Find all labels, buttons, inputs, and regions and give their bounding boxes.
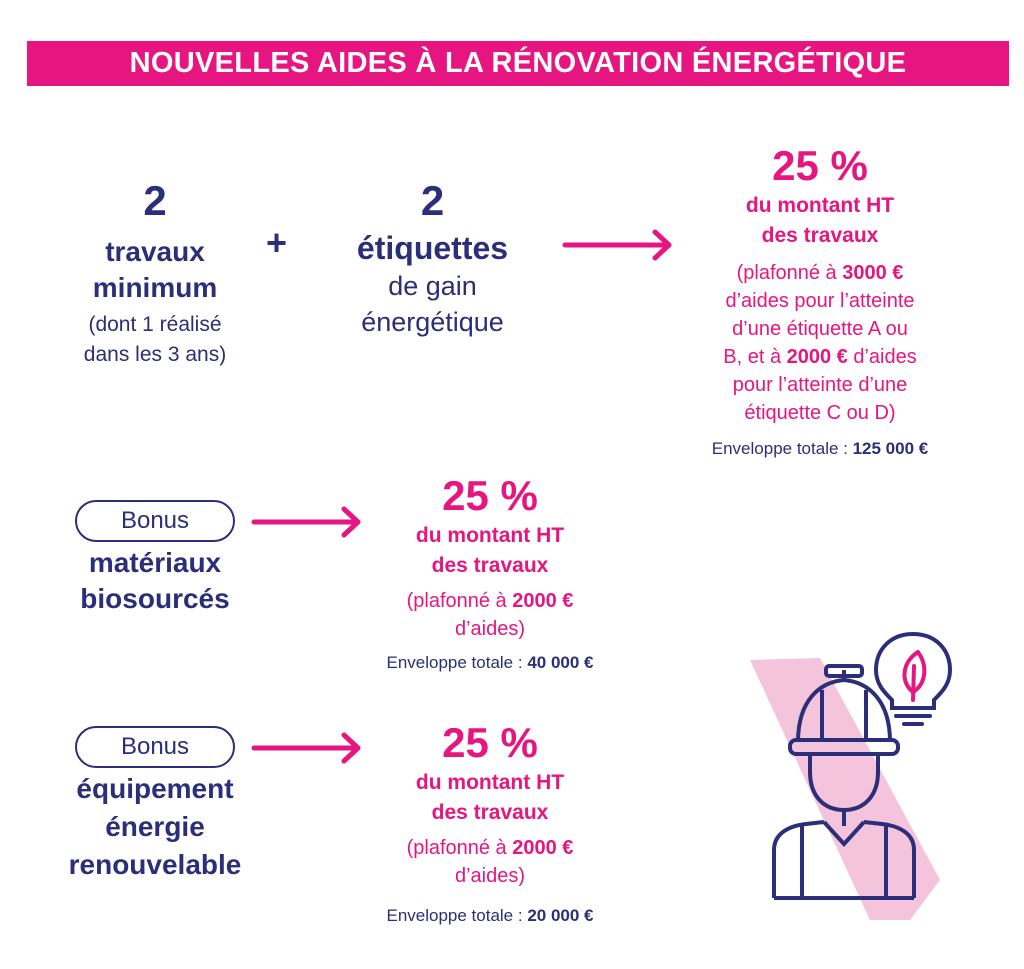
bonus-biosources-label (40, 545, 270, 617)
travaux-label-1: travaux (105, 236, 205, 267)
bonus-biosources-montant-2: des travaux (431, 554, 549, 577)
main-aid-montant-1: du montant HT (745, 194, 895, 217)
arrow-right-icon (252, 731, 364, 765)
bonus-energie-aid (350, 719, 630, 926)
bonus-energie-plafond-2: d’aides) (454, 865, 526, 887)
travaux-block (50, 177, 260, 370)
bonus-biosources-line-2: biosourcés (80, 583, 230, 614)
bonus-energie-enveloppe: Enveloppe totale : 20 000 € (386, 906, 594, 925)
bonus-energie-line-1: équipement (76, 773, 234, 804)
etiquettes-label-2: de gain (388, 271, 477, 301)
main-aid-plafond-5: pour l’atteinte d’une (732, 374, 908, 396)
main-aid-plafond-3: d’une étiquette A ou (732, 318, 908, 340)
bonus-pill-biosources: Bonus (75, 500, 235, 542)
travaux-note-1: (dont 1 réalisé (88, 313, 222, 336)
travaux-label-2: minimum (92, 272, 218, 303)
main-aid-block (660, 142, 980, 459)
travaux-number: 2 (143, 177, 167, 224)
travaux-note-2: dans les 3 ans) (83, 343, 227, 366)
etiquettes-number: 2 (420, 177, 445, 224)
bonus-energie-line-3: renouvelable (68, 849, 242, 880)
main-aid-plafond-4: B, et à 2000 € d’aides (723, 346, 917, 368)
leaf-lightbulb-icon (868, 630, 958, 730)
bonus-energie-line-2: énergie (105, 811, 205, 842)
bonus-energie-montant-2: des travaux (431, 801, 549, 824)
bonus-biosources-line-1: matériaux (88, 547, 222, 578)
main-aid-montant-2: des travaux (761, 224, 879, 247)
bonus-biosources-plafond-1: (plafonné à 2000 € (406, 590, 574, 612)
etiquettes-label-3: énergétique (361, 307, 504, 337)
bonus-biosources-aid (350, 472, 630, 673)
etiquettes-block (315, 177, 550, 340)
bonus-biosources-percent: 25 % (442, 472, 538, 519)
bonus-energie-montant-1: du montant HT (415, 771, 565, 794)
bonus-biosources-enveloppe: Enveloppe totale : 40 000 € (386, 653, 594, 672)
bonus-energie-label (30, 770, 280, 884)
plus-sign: + (266, 222, 288, 263)
bonus-energie-percent: 25 % (442, 719, 538, 766)
arrow-right-icon (563, 228, 675, 262)
bonus-biosources-plafond-2: d’aides) (454, 618, 526, 640)
main-aid-percent: 25 % (772, 142, 868, 189)
bonus-energie-plafond-1: (plafonné à 2000 € (406, 837, 574, 859)
bonus-pill-energie: Bonus (75, 726, 235, 768)
main-aid-plafond-1: (plafonné à 3000 € (736, 262, 904, 284)
page-title: NOUVELLES AIDES À LA RÉNOVATION ÉNERGÉTIQUE (27, 41, 1009, 86)
arrow-right-icon (252, 505, 364, 539)
etiquettes-label-1: étiquettes (356, 230, 509, 266)
bonus-biosources-montant-1: du montant HT (415, 524, 565, 547)
main-aid-plafond-6: étiquette C ou D) (744, 402, 896, 424)
main-aid-plafond-2: d’aides pour l’atteinte (725, 290, 915, 312)
main-aid-enveloppe: Enveloppe totale : 125 000 € (711, 439, 929, 458)
